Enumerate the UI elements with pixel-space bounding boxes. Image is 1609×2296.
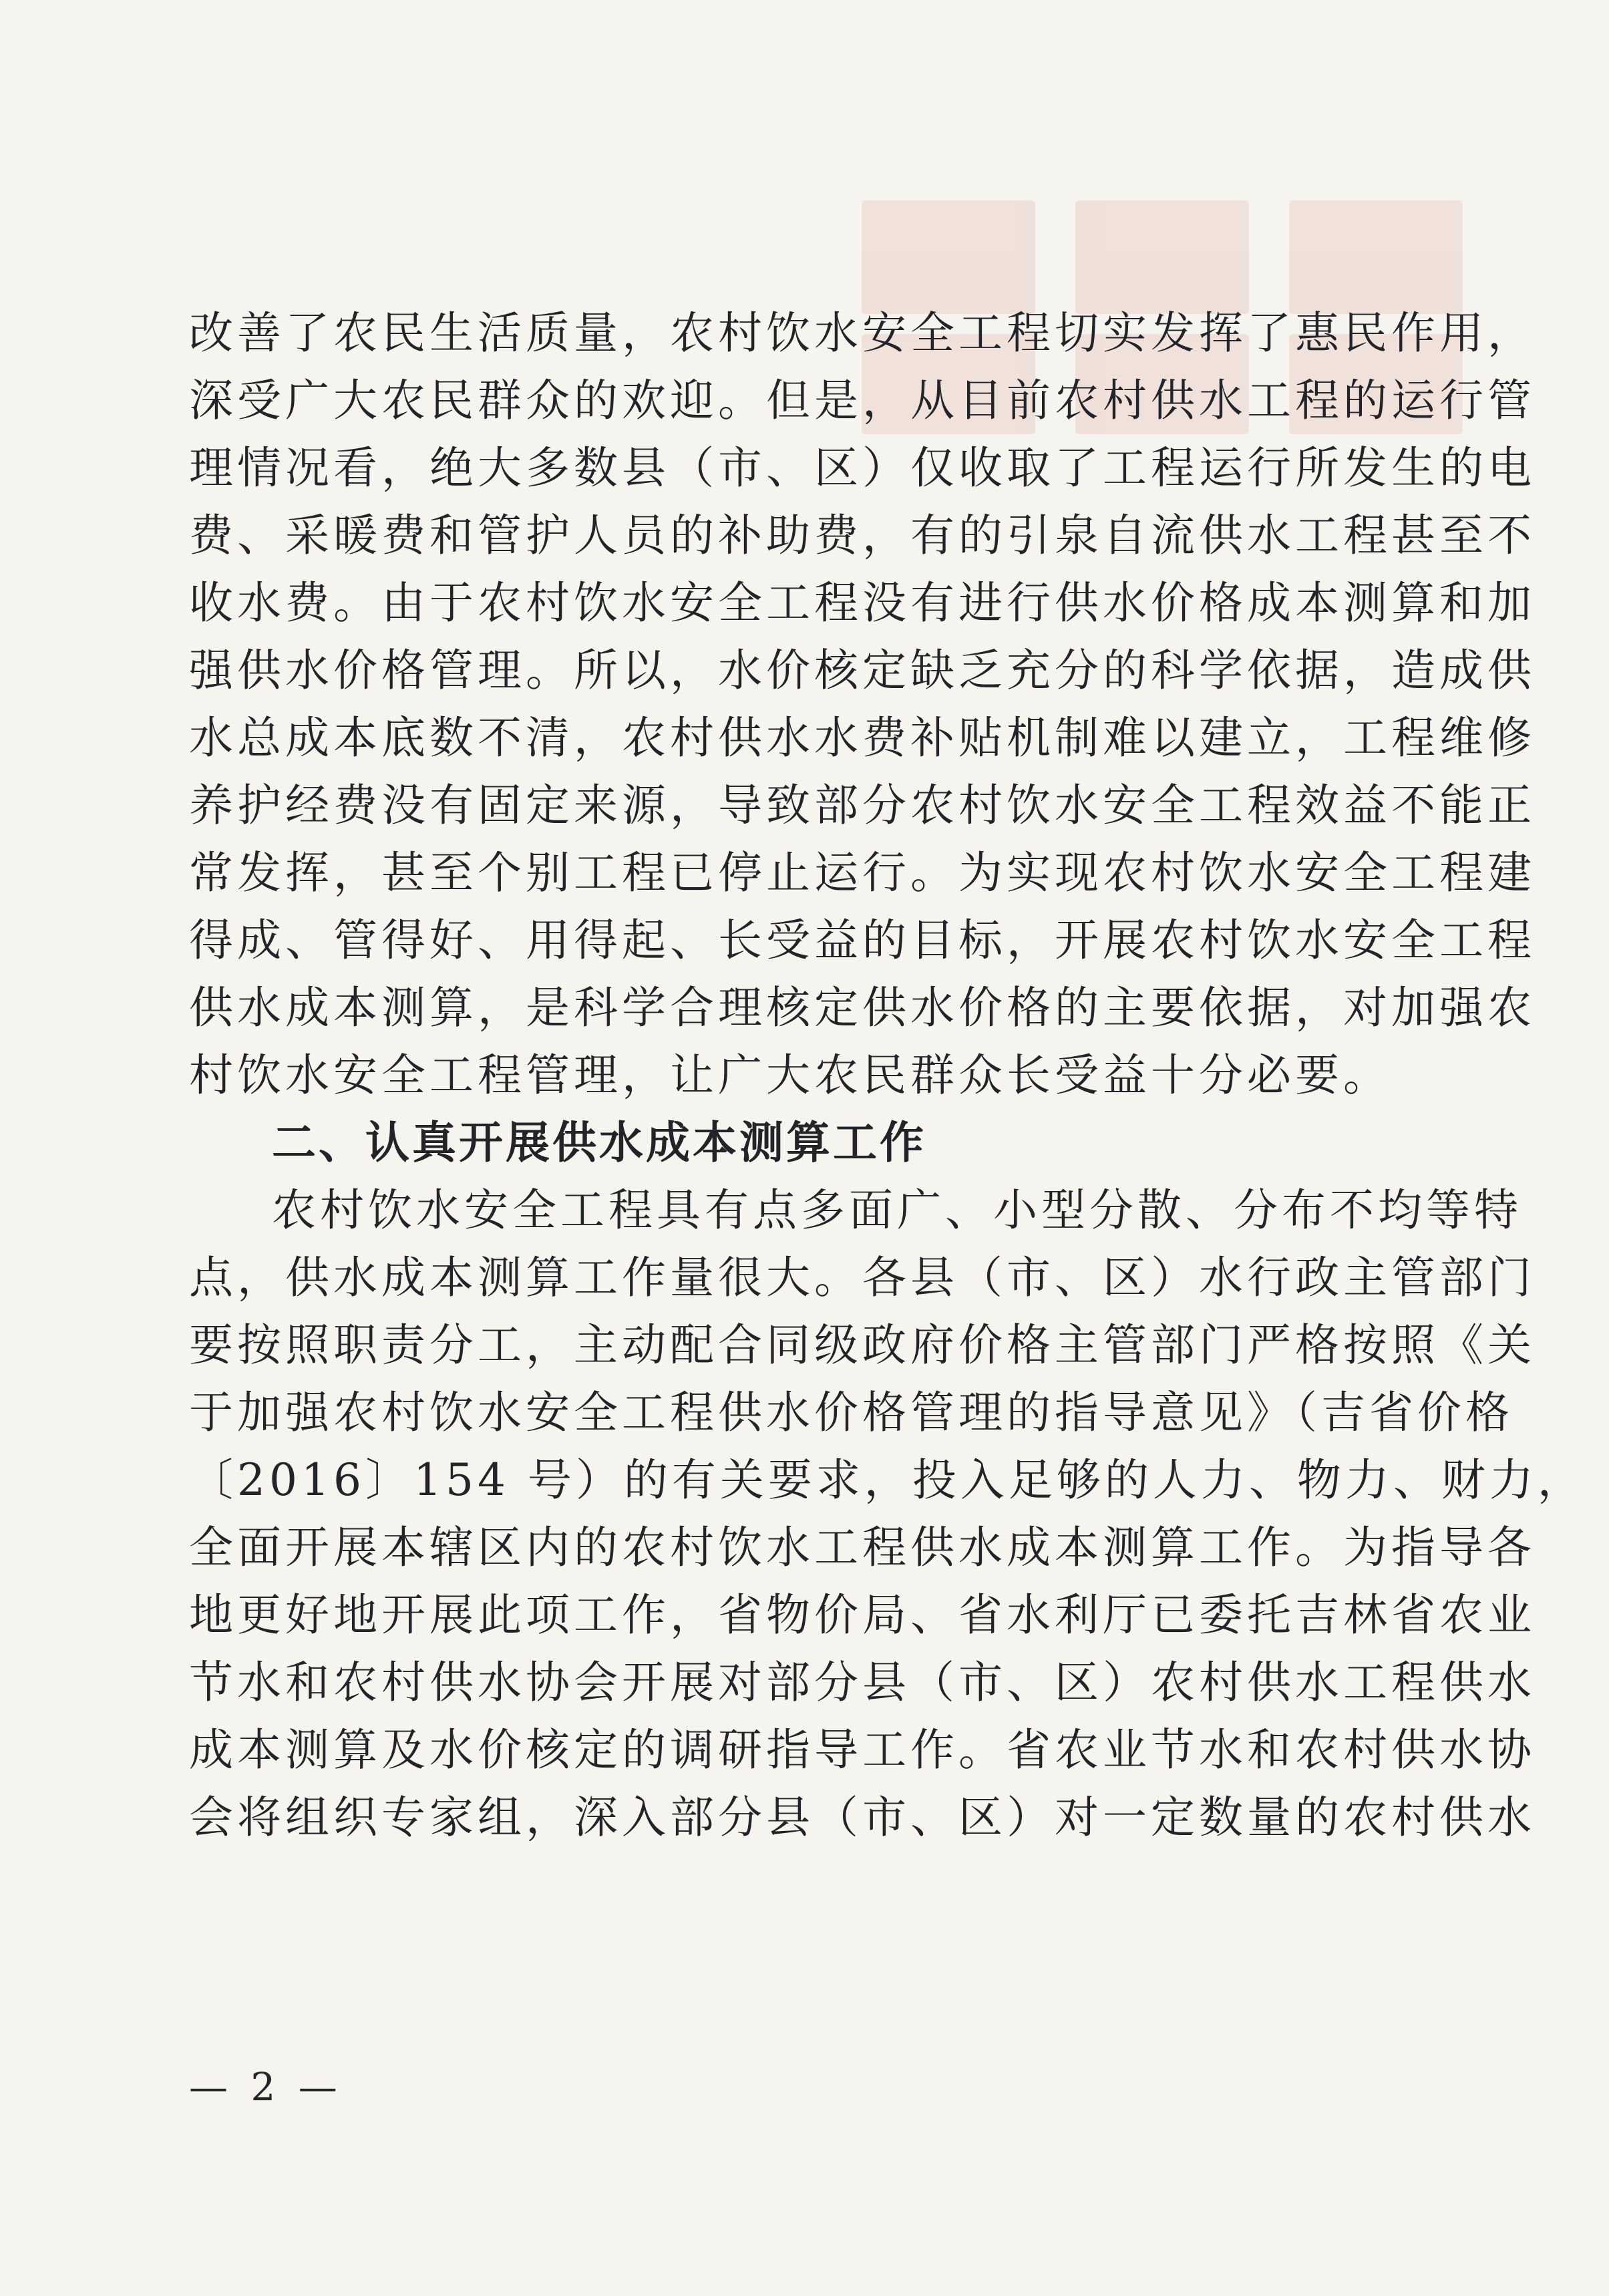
paragraph-1-line: 收水费。由于农村饮水安全工程没有进行供水价格成本测算和加: [189, 577, 1536, 629]
paragraph-1-line: 改善了农民生活质量，农村饮水安全工程切实发挥了惠民作用，: [189, 307, 1536, 359]
paragraph-1-last-line: 村饮水安全工程管理，让广大农民群众长受益十分必要。: [189, 1049, 1391, 1101]
page-number: — 2 —: [189, 2064, 343, 2110]
paragraph-2-line: 会将组织专家组，深入部分县（市、区）对一定数量的农村供水: [189, 1792, 1536, 1843]
paragraph-1-line: 费、采暖费和管护人员的补助费，有的引泉自流供水工程甚至不: [189, 510, 1536, 561]
paragraph-1-line: 理情况看，绝大多数县（市、区）仅收取了工程运行所发生的电: [189, 442, 1536, 494]
section-heading: 二、认真开展供水成本测算工作: [272, 1117, 926, 1168]
paragraph-1-line: 养护经费没有固定来源，导致部分农村饮水安全工程效益不能正: [189, 780, 1536, 831]
paragraph-2-first-line: 农村饮水安全工程具有点多面广、小型分散、分布不均等特: [272, 1184, 1522, 1236]
paragraph-2-line: 要按照职责分工，主动配合同级政府价格主管部门严格按照《关: [189, 1319, 1536, 1371]
body-text: [189, 299, 1586, 1851]
paragraph-2-line: 地更好地开展此项工作，省物价局、省水利厅已委托吉林省农业: [189, 1589, 1536, 1641]
paragraph-2-line: 点，供水成本测算工作量很大。各县（市、区）水行政主管部门: [189, 1252, 1536, 1303]
paragraph-2-line: 全面开展本辖区内的农村饮水工程供水成本测算工作。为指导各: [189, 1522, 1536, 1573]
paragraph-2-line: 成本测算及水价核定的调研指导工作。省农业节水和农村供水协: [189, 1724, 1536, 1776]
paragraph-1-line: 供水成本测算，是科学合理核定供水价格的主要依据，对加强农: [189, 982, 1536, 1033]
paragraph-1-line: 强供水价格管理。所以，水价核定缺乏充分的科学依据，造成供: [189, 645, 1536, 696]
paragraph-1-line: 得成、管得好、用得起、长受益的目标，开展农村饮水安全工程: [189, 915, 1536, 966]
paragraph-2-line: 节水和农村供水协会开展对部分县（市、区）农村供水工程供水: [189, 1657, 1536, 1708]
paragraph-1-line: 水总成本底数不清，农村供水水费补贴机制难以建立，工程维修: [189, 712, 1536, 764]
paragraph-1-line: 常发挥，甚至个别工程已停止运行。为实现农村饮水安全工程建: [189, 847, 1536, 898]
paragraph-2-line: 〔2016〕154 号）的有关要求，投入足够的人力、物力、财力，: [189, 1454, 1586, 1506]
paragraph-1-line: 深受广大农民群众的欢迎。但是，从目前农村供水工程的运行管: [189, 375, 1536, 426]
paragraph-2-line: 于加强农村饮水安全工程供水价格管理的指导意见》（吉省价格: [189, 1387, 1513, 1438]
